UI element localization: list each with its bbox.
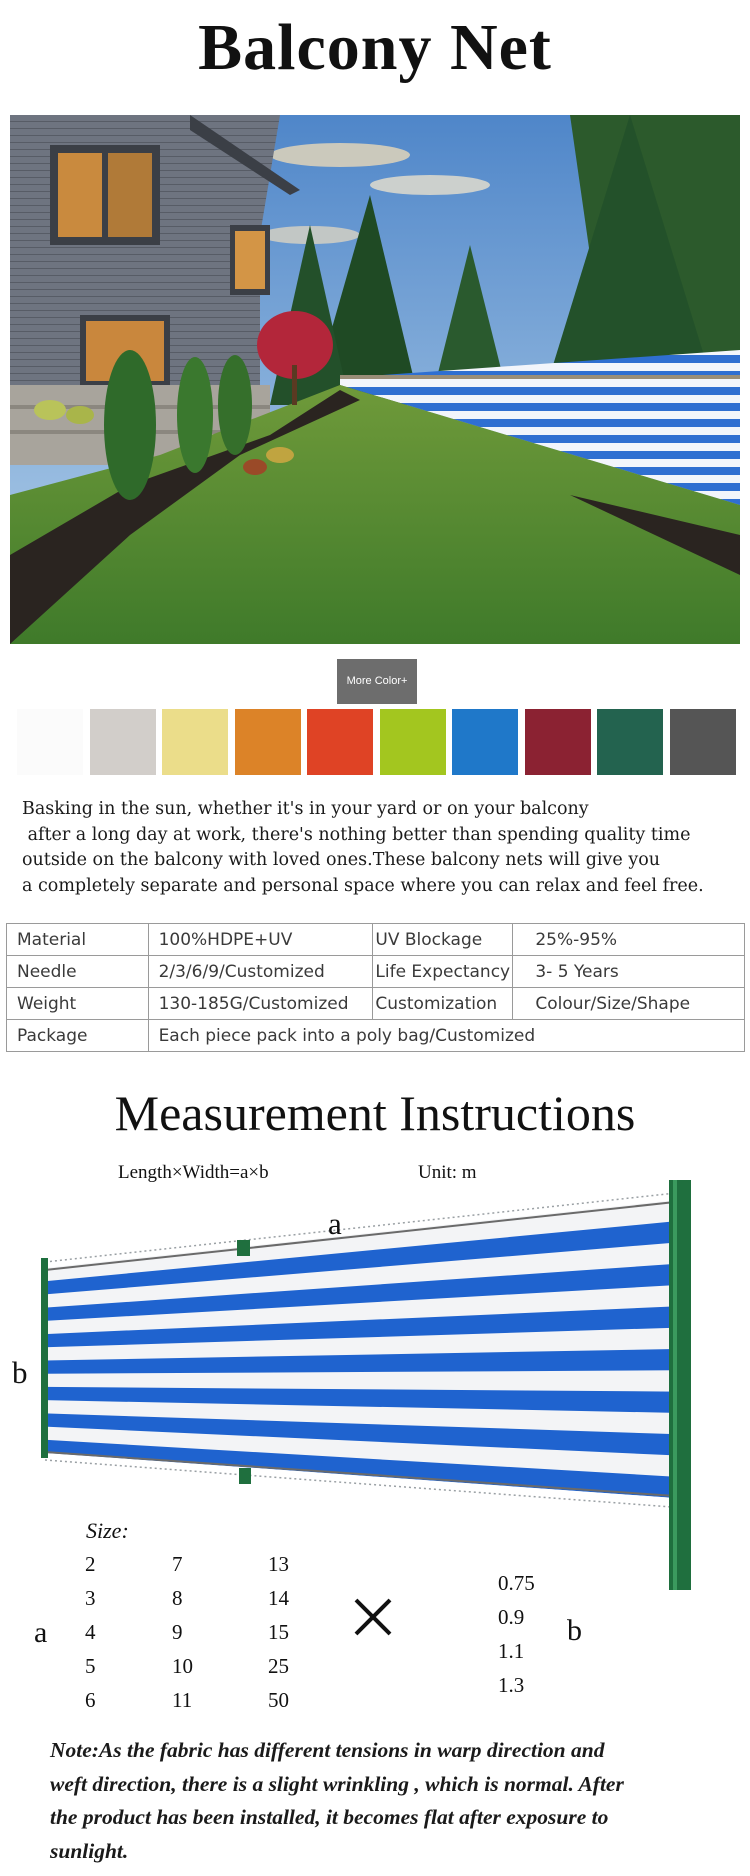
size-a-value: 11 (172, 1688, 193, 1712)
spec-label: Needle (7, 956, 149, 988)
color-swatch[interactable] (17, 709, 83, 775)
color-swatch[interactable] (162, 709, 228, 775)
dimension-b-label: b (12, 1355, 28, 1390)
description-line: Basking in the sun, whether it's in your yard or on your balcony (22, 799, 589, 819)
color-swatch[interactable] (670, 709, 736, 775)
spec-value: 2/3/6/9/Customized (148, 956, 373, 988)
measurement-formula: Length×Width=a×b (118, 1162, 269, 1183)
color-swatch[interactable] (452, 709, 518, 775)
color-swatch[interactable] (525, 709, 591, 775)
size-b-value: 0.75 (498, 1571, 535, 1595)
spec-table (6, 923, 745, 1052)
color-swatch[interactable] (597, 709, 663, 775)
spec-label: Weight (7, 988, 149, 1020)
size-b-value: 1.1 (498, 1639, 525, 1663)
page-title: Balcony Net (198, 11, 552, 84)
size-a-value: 15 (268, 1620, 289, 1644)
size-a-value: 50 (268, 1688, 289, 1712)
more-color-button[interactable]: More Color+ (337, 659, 417, 704)
size-a-column (268, 1547, 289, 1717)
spec-label: Material (7, 924, 149, 956)
note-line: the product has been installed, it becomes flat after exposure to (50, 1805, 609, 1829)
size-b-value: 1.3 (498, 1673, 525, 1697)
color-swatch[interactable] (90, 709, 156, 775)
size-a-column (172, 1547, 193, 1717)
size-a-value: 5 (85, 1654, 96, 1678)
description-line: outside on the balcony with loved ones.These balcony nets will give you (22, 850, 661, 870)
size-a-value: 7 (172, 1552, 183, 1576)
color-swatch[interactable] (235, 709, 301, 775)
size-label: Size: (86, 1518, 129, 1543)
size-b-value: 0.9 (498, 1605, 525, 1629)
size-a-value: 4 (85, 1620, 96, 1644)
product-photo (10, 115, 740, 644)
description-line: a completely separate and personal space where you can relax and feel free. (22, 875, 704, 896)
measurement-title: Measurement Instructions (114, 1085, 636, 1141)
size-a-value: 8 (172, 1586, 183, 1610)
spec-value: 3- 5 Years (513, 956, 745, 988)
note-line: weft direction, there is a slight wrinkling , which is normal. After (50, 1771, 624, 1796)
size-b-axis-label: b (567, 1614, 582, 1647)
spec-value: 130-185G/Customized (148, 988, 373, 1020)
size-a-value: 10 (172, 1654, 193, 1678)
product-description (22, 797, 732, 899)
size-a-column (85, 1547, 96, 1717)
color-swatches (17, 709, 737, 775)
spec-value: Colour/Size/Shape (513, 988, 745, 1020)
spec-value: Each piece pack into a poly bag/Customized (148, 1020, 744, 1052)
size-a-value: 9 (172, 1620, 183, 1644)
table-row (7, 1020, 745, 1052)
size-a-value: 13 (268, 1552, 289, 1576)
spec-label: UV Blockage (373, 924, 513, 956)
note-line: Note:As the fabric has different tensions in warp direction and (50, 1738, 605, 1762)
table-row (7, 924, 745, 956)
spec-label: Package (7, 1020, 149, 1052)
size-a-value: 6 (85, 1688, 96, 1712)
size-a-value: 3 (85, 1586, 96, 1610)
size-b-column (498, 1566, 535, 1702)
table-row (7, 956, 745, 988)
note-text (50, 1734, 710, 1868)
size-a-value: 14 (268, 1586, 289, 1610)
measurement-unit: Unit: m (418, 1162, 477, 1183)
spec-label: Life Expectancy (373, 956, 513, 988)
size-a-value: 25 (268, 1654, 289, 1678)
spec-label: Customization (373, 988, 513, 1020)
spec-value: 25%-95% (513, 924, 745, 956)
size-a-value: 2 (85, 1552, 96, 1576)
color-swatch[interactable] (380, 709, 446, 775)
table-row (7, 988, 745, 1020)
description-line: after a long day at work, there's nothing better than spending quality time (22, 824, 691, 845)
size-a-axis-label: a (34, 1616, 48, 1649)
dimension-a-label: a (328, 1206, 342, 1241)
multiply-icon (348, 1592, 398, 1642)
color-swatch[interactable] (307, 709, 373, 775)
note-line: sunlight. (50, 1838, 129, 1863)
spec-value: 100%HDPE+UV (148, 924, 373, 956)
